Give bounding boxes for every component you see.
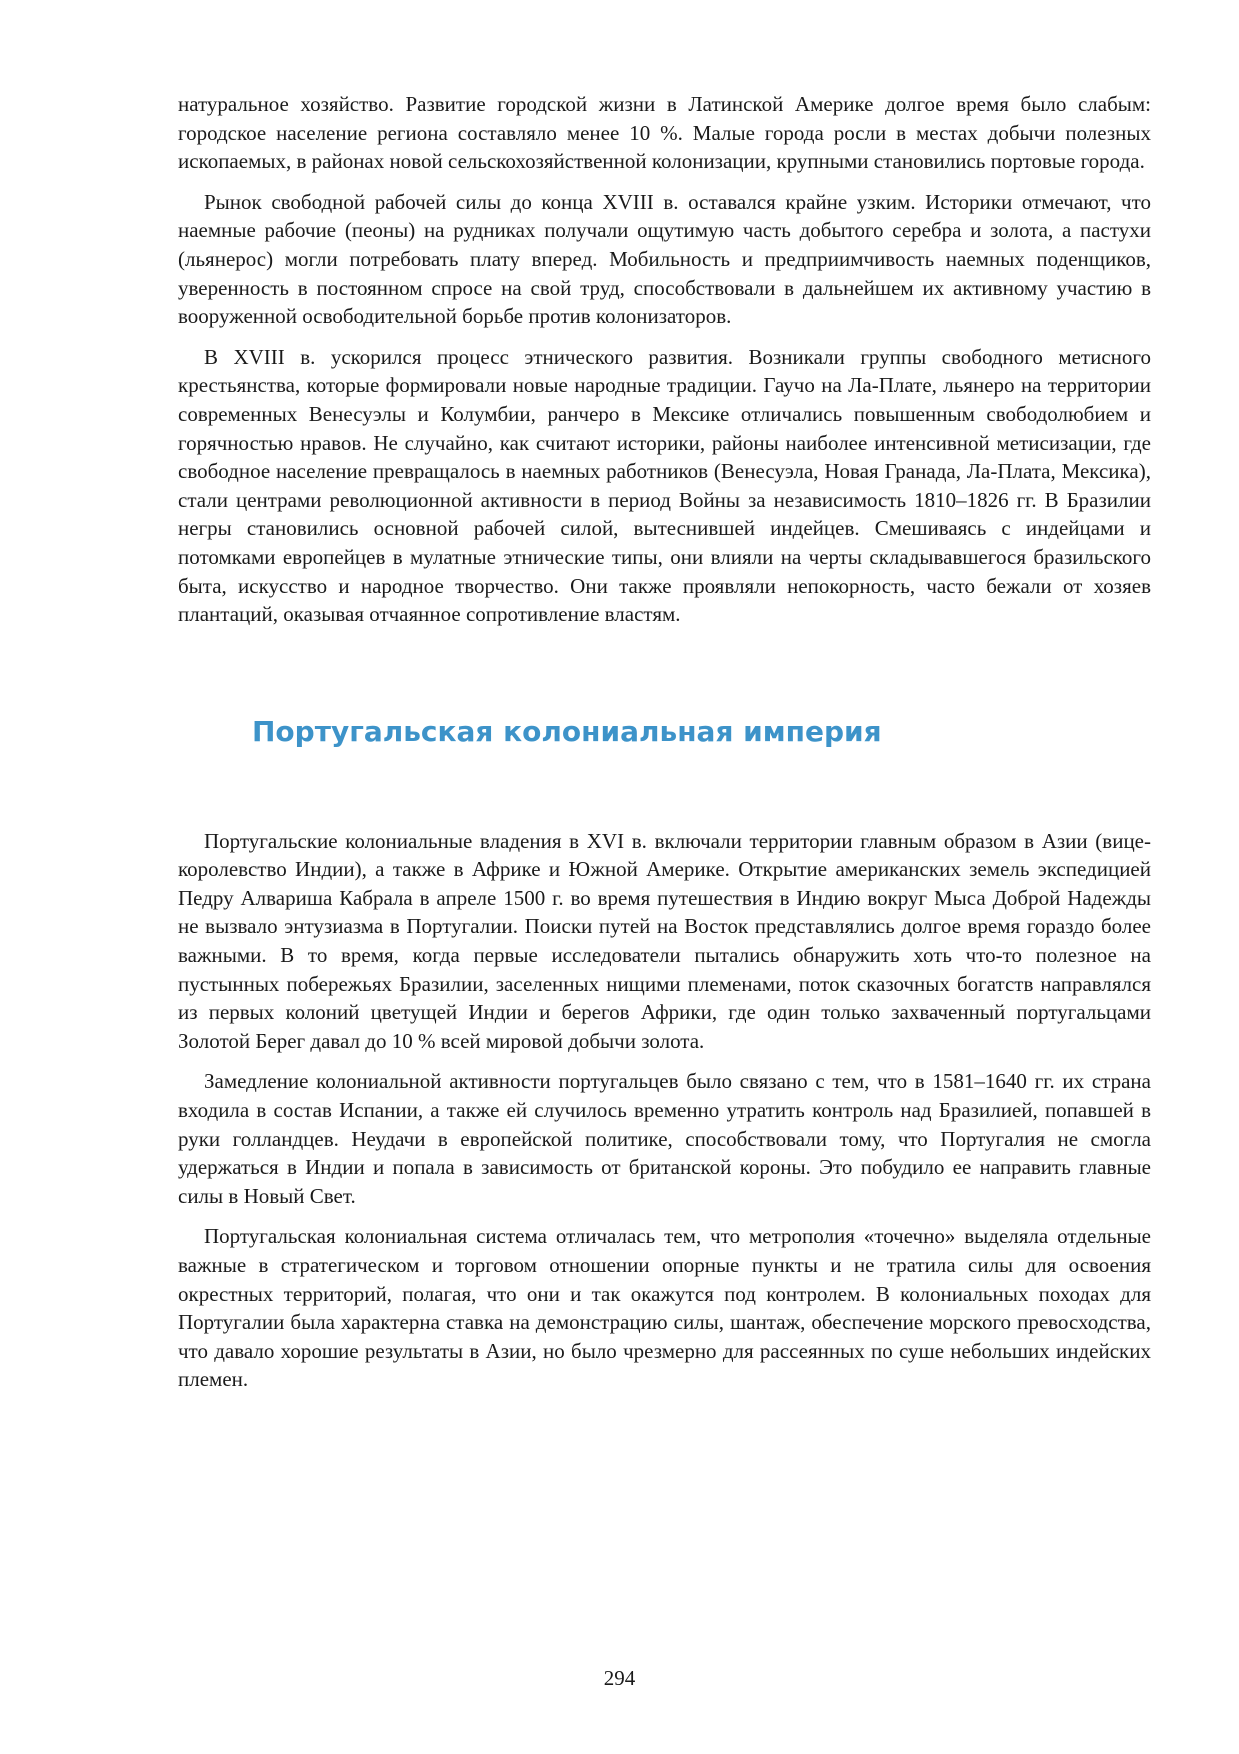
section-heading-block xyxy=(178,637,1151,827)
page-number: 294 xyxy=(603,1666,636,1690)
section-title: Португальская колониальная империя xyxy=(252,714,882,748)
paragraph-colonial-system: Португальская колониальная система отличалась тем, что метрополия «точечно» выделяла отдельные важные в стратегическом и торговом отношении опорные пункты и не тратила силы для освоения окрестных территорий, полагая, что они и так окажутся под контролем. В колониальных походах для Португалии была характерна ставка на демонстрацию силы, шантаж, обеспечение морского превосходства, что давало хорошие результаты в Азии, но было чрезмерно для рассеянных по суше небольших индейских племен. xyxy=(178,1224,1151,1392)
paragraph-portuguese-possessions: Португальские колониальные владения в XVI в. включали территории главным образом в Азии (вице-королевство Индии), а также в Африке и Южной Америке. Открытие американских земель экспедицией Педру Алвариша Кабрала в апреле 1500 г. во время путешествия в Индию вокруг Мыса Доброй Надежды не вызвало энтузиазма в Португалии. Поиски путей на Восток представлялись долгое время гораздо более важными. В то время, когда первые исследователи пытались обнаружить хоть что-то полезное на пустынных побережьях Бразилии, заселенных нищими племенами, поток сказочных богатств направлялся из первых колоний цветущей Индии и берегов Африки, где один только захваченный португальцами Золотой Берег давал до 10 % всей мировой добычи золота. xyxy=(178,828,1151,1053)
paragraph-continuation: натуральное хозяйство. Развитие городской жизни в Латинской Америке долгое время было слабым: городское население региона составляло менее 10 %. Малые города росли в местах добычи полезных ископаемых, в районах новой сельскохозяйственной колонизации, крупными становились портовые города. xyxy=(178,92,1151,174)
paragraph-labor-market: Рынок свободной рабочей силы до конца XVIII в. оставался крайне узким. Историки отмечают, что наемные рабочие (пеоны) на рудниках получали ощутимую часть добытого серебра и золота, а пастухи (льянерос) могли потребовать плату вперед. Мобильность и предприимчивость наемных поденщиков, уверенность в постоянном спросе на свой труд, способствовали в дальнейшем их активному участию в вооруженной освободительной борьбе против колонизаторов. xyxy=(178,189,1151,329)
paragraph-ethnic-development: В XVIII в. ускорился процесс этнического развития. Возникали группы свободного метисного крестьянства, которые формировали новые народные традиции. Гаучо на Ла-Плате, льянеро на территории современных Венесуэлы и Колумбии, ранчеро в Мексике отличались повышенным свободолюбием и горячностью нравов. Не случайно, как считают историки, районы наиболее интенсивной метисизации, где свободное население превращалось в наемных работников (Венесуэла, Новая Гранада, Ла-Плата, Мексика), стали центрами революционной активности в период Войны за независимость 1810–1826 гг. В Бразилии негры становились основной рабочей силой, вытеснившей индейцев. Смешиваясь с индейцами и потомками европейцев в мулатные этнические типы, они влияли на черты складывавшегося бразильского быта, искусство и народное творчество. Они также проявляли непокорность, часто бежали от хозяев плантаций, оказывая отчаянное сопротивление властям. xyxy=(178,344,1151,627)
paragraph-colonial-slowdown: Замедление колониальной активности португальцев было связано с тем, что в 1581–1640 гг. их страна входила в состав Испании, а также ей случилось временно утратить контроль над Бразилией, попавшей в руки голландцев. Неудачи в европейской политике, способствовали тому, что Португалия не смогла удержаться в Индии и попала в зависимость от британской короны. Это побудило ее направить главные силы в Новый Свет. xyxy=(178,1069,1151,1208)
document-page xyxy=(178,90,1151,1406)
